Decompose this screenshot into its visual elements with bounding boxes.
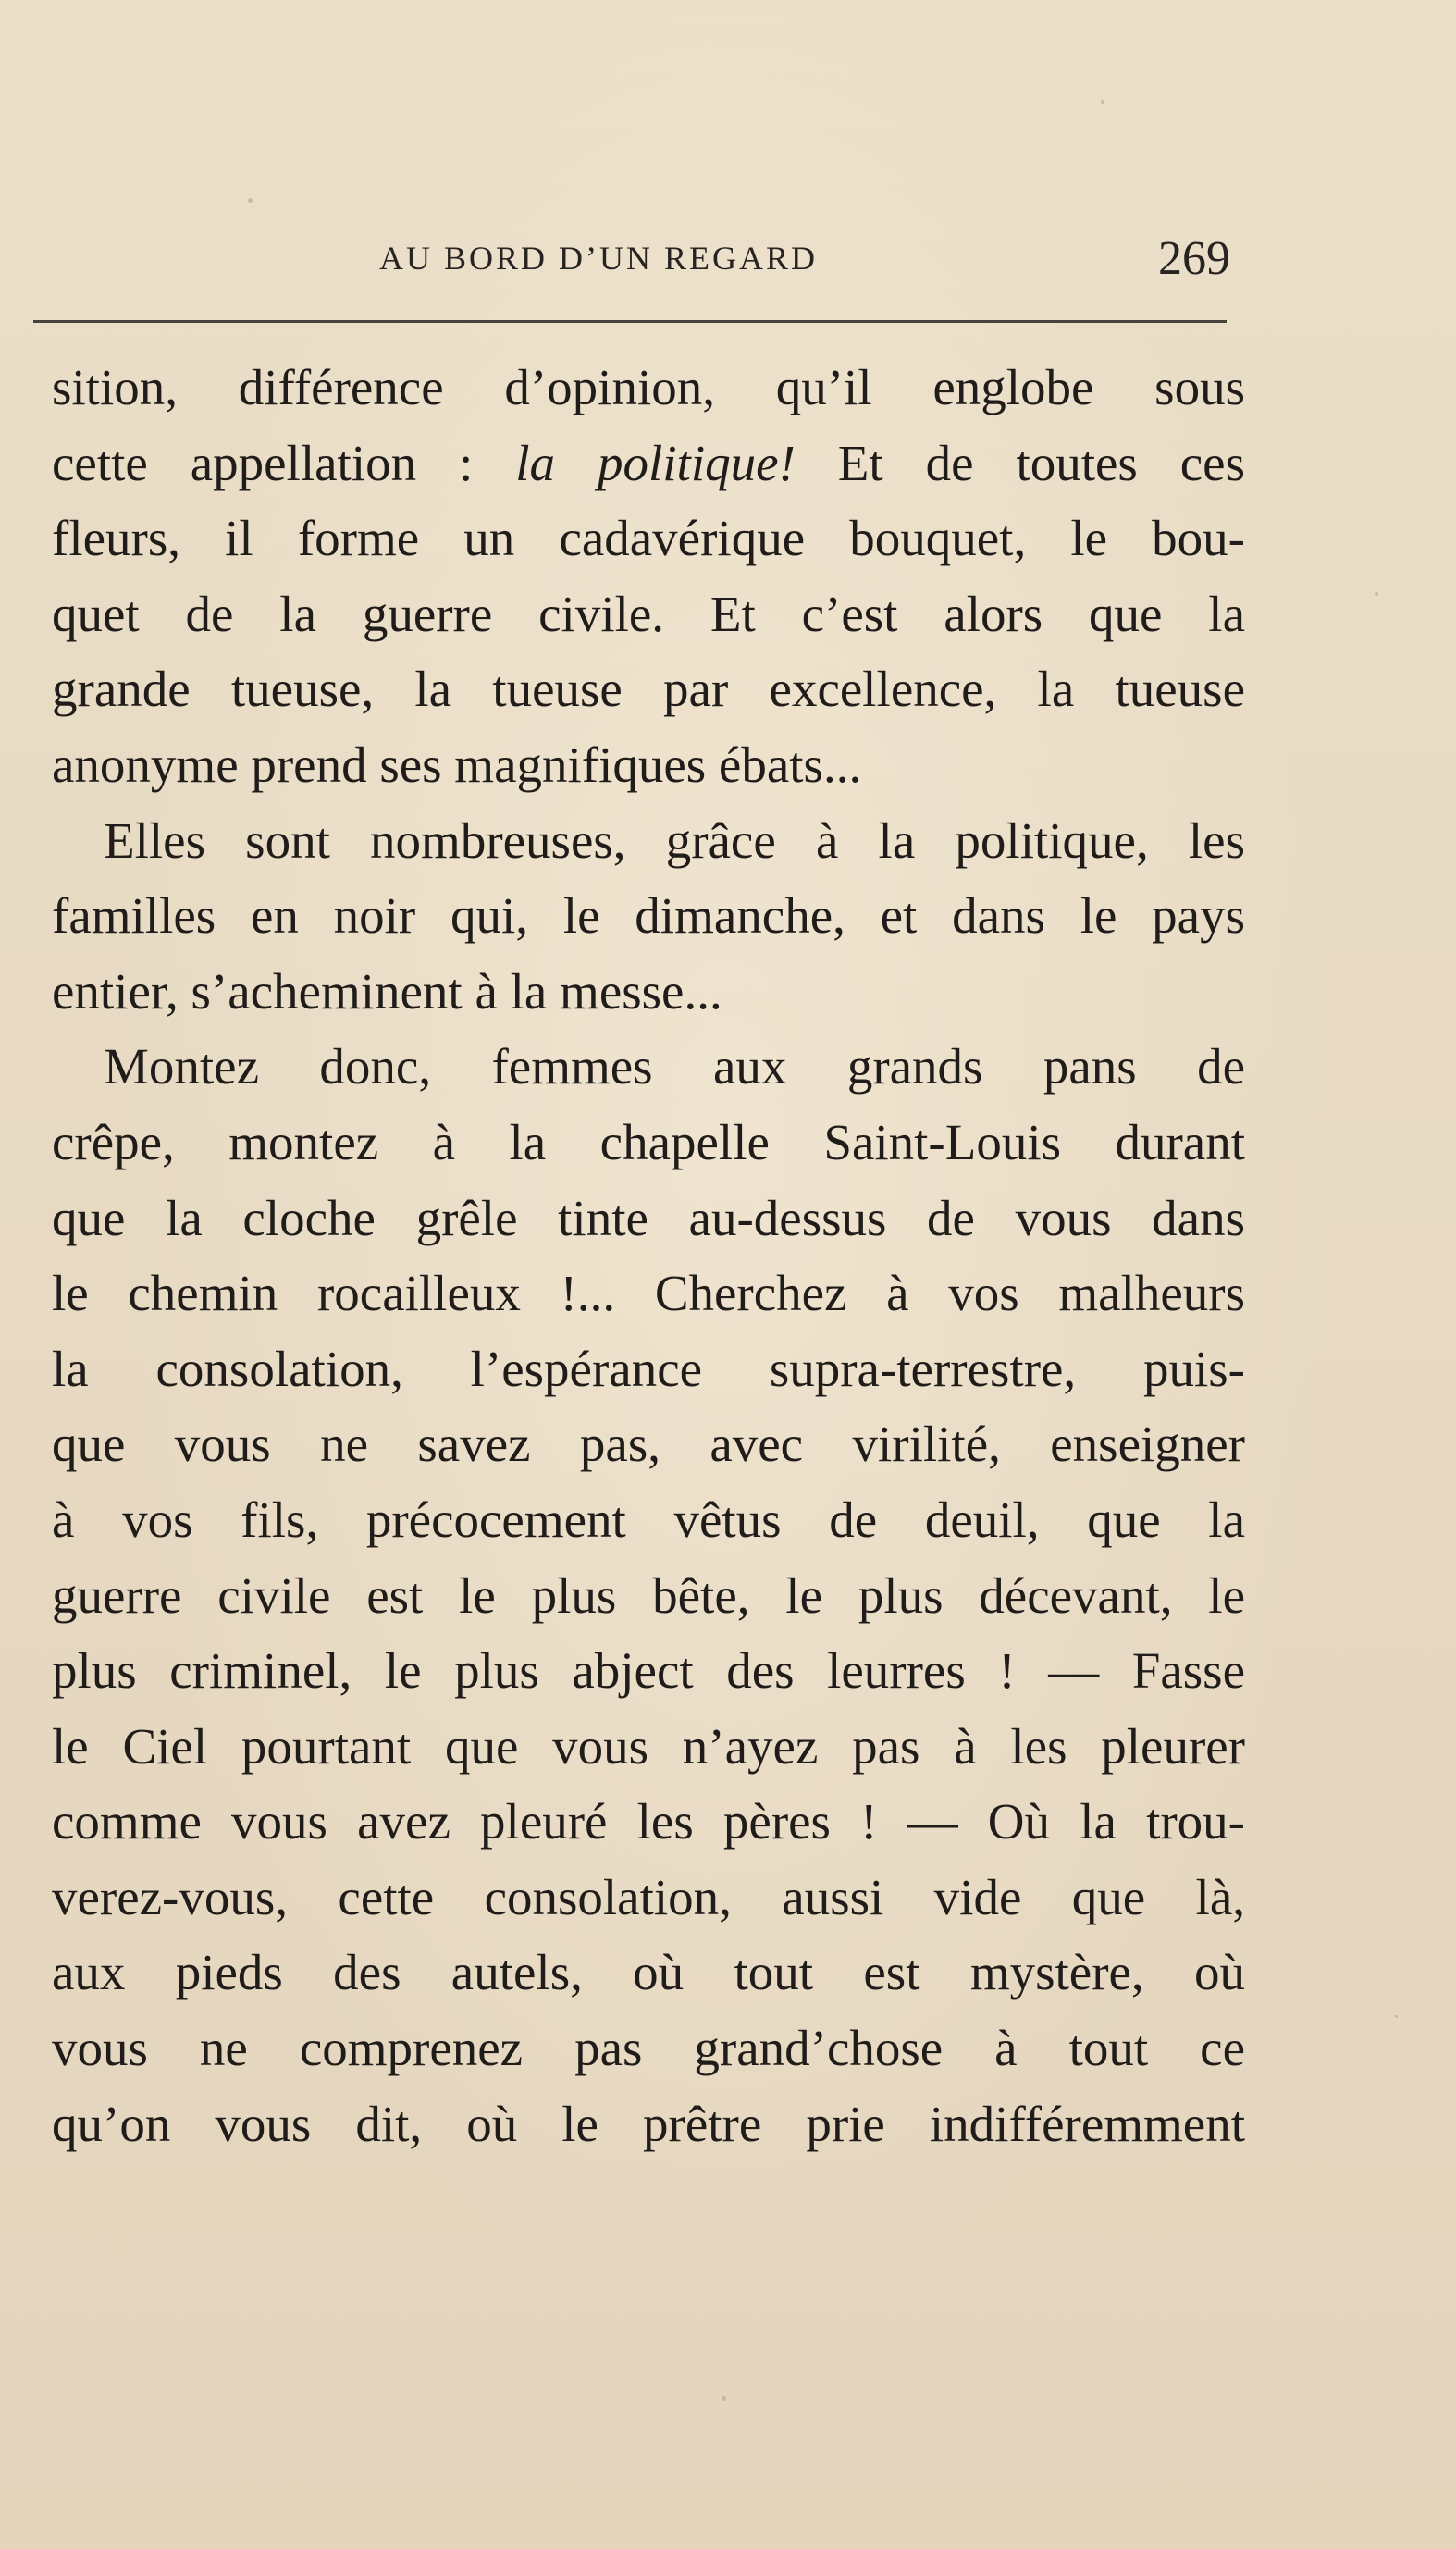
text-line: vous ne comprenez pas grand’chose à tout ce: [52, 2020, 1245, 2077]
text-line: entier, s’acheminent à la messe...: [52, 962, 722, 1020]
text-line: [52, 426, 1245, 501]
page-number: 269: [1158, 232, 1230, 285]
text-line: guerre civile est le plus bête, le plus décevant, le: [52, 1566, 1245, 1624]
text-run: cette appellation :: [52, 434, 516, 491]
paragraph: [52, 1029, 1245, 2161]
text-line: aux pieds des autels, où tout est mystère, où: [52, 1944, 1245, 2001]
text-line: sition, différence d’opinion, qu’il englobe sous: [52, 359, 1245, 415]
text-line: grande tueuse, la tueuse par excellence, la tueuse: [52, 661, 1245, 718]
text-line: quet de la guerre civile. Et c’est alors que la: [52, 585, 1245, 642]
text-line: le Ciel pourtant que vous n’ayez pas à les pleurer: [52, 1717, 1245, 1775]
text-line: fleurs, il forme un cadavérique bouquet, le bou-: [52, 510, 1245, 567]
running-header: [56, 231, 1230, 305]
text-line: la consolation, l’espérance supra-terrestre, puis-: [52, 1340, 1245, 1397]
paragraph: [52, 803, 1245, 1030]
text-run: Et de toutes ces: [795, 434, 1245, 491]
foxing-spot: [248, 198, 253, 203]
text-line: crêpe, montez à la chapelle Saint-Louis durant: [52, 1113, 1245, 1170]
italic-phrase: la politique!: [515, 434, 796, 491]
header-rule: [33, 320, 1227, 323]
foxing-spot: [722, 2396, 726, 2401]
foxing-spot: [1395, 2015, 1398, 2018]
text-line: que la cloche grêle tinte au-dessus de vous dans: [52, 1189, 1245, 1246]
running-title: AU BORD D’UN REGARD: [379, 240, 819, 277]
paragraph: [52, 350, 1245, 803]
body-text: [52, 350, 1245, 2161]
text-line: anonyme prend ses magnifiques ébats...: [52, 736, 862, 793]
text-line: Elles sont nombreuses, grâce à la politique, les: [104, 811, 1245, 869]
text-line: qu’on vous dit, où le prêtre prie indifféremment: [52, 2095, 1245, 2152]
foxing-spot: [1101, 100, 1104, 104]
foxing-spot: [1375, 592, 1378, 596]
text-line: Montez donc, femmes aux grands pans de: [104, 1038, 1245, 1095]
text-line: comme vous avez pleuré les pères ! — Où la trou-: [52, 1793, 1245, 1850]
text-line: plus criminel, le plus abject des leurres ! — Fasse: [52, 1642, 1245, 1700]
text-line: le chemin rocailleux !... Cherchez à vos malheurs: [52, 1265, 1245, 1322]
text-line: que vous ne savez pas, avec virilité, enseigner: [52, 1416, 1245, 1473]
text-line: à vos fils, précocement vêtus de deuil, que la: [52, 1491, 1245, 1548]
text-line: verez-vous, cette consolation, aussi vide que là,: [52, 1868, 1245, 1925]
text-line: familles en noir qui, le dimanche, et dans le pays: [52, 887, 1245, 945]
